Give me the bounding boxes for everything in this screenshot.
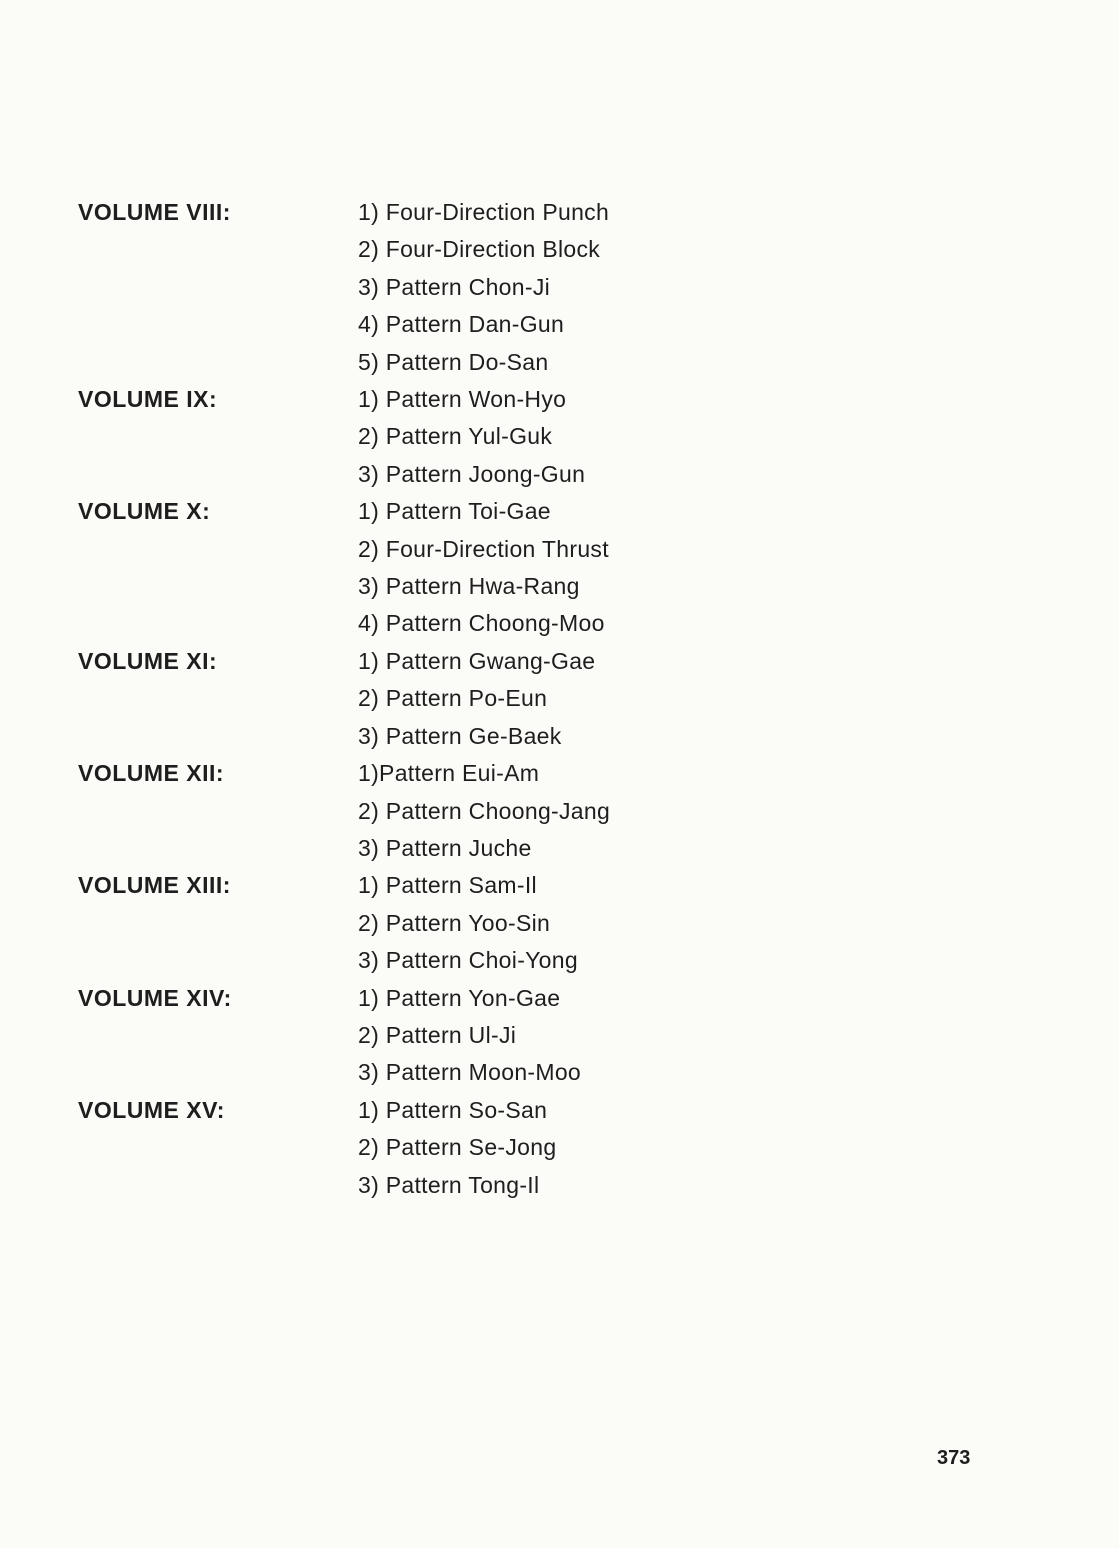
volume-section	[78, 493, 610, 643]
volume-label: VOLUME IX:	[78, 386, 218, 413]
list-item: 2) Four-Direction Thrust	[358, 535, 609, 562]
volume-label: VOLUME XIV:	[78, 984, 232, 1011]
page-number: 373	[937, 1447, 971, 1469]
volume-items	[358, 493, 609, 643]
list-item: 3) Pattern Tong-Il	[358, 1171, 540, 1198]
volume-items	[358, 755, 610, 867]
volume-section	[78, 643, 610, 755]
volume-items	[358, 867, 578, 979]
volume-items	[358, 1092, 556, 1204]
list-item: 2) Pattern Po-Eun	[358, 685, 548, 712]
list-item: 2) Pattern Se-Jong	[358, 1134, 557, 1161]
list-item: 2) Pattern Choong-Jang	[358, 797, 611, 824]
list-item: 4) Pattern Dan-Gun	[358, 311, 565, 338]
list-item: 2) Pattern Yoo-Sin	[358, 909, 551, 936]
list-item: 1)Pattern Eui-Am	[358, 760, 540, 787]
list-item: 1) Pattern Won-Hyo	[358, 386, 567, 413]
list-item: 1) Pattern Gwang-Gae	[358, 647, 596, 674]
volume-label: VOLUME XII:	[78, 760, 225, 787]
volume-items	[358, 980, 581, 1092]
volume-items	[358, 381, 585, 493]
list-item: 1) Four-Direction Punch	[358, 199, 610, 225]
list-item: 3) Pattern Choi-Yong	[358, 947, 578, 974]
volume-label: VOLUME X:	[78, 498, 211, 525]
list-item: 3) Pattern Moon-Moo	[358, 1059, 582, 1086]
list-item: 5) Pattern Do-San	[358, 348, 549, 375]
list-item: 2) Pattern Yul-Guk	[358, 423, 553, 450]
list-item: 3) Pattern Chon-Ji	[358, 273, 551, 300]
volume-section	[78, 1092, 610, 1204]
volume-label: VOLUME XIII:	[78, 872, 231, 899]
list-item: 3) Pattern Joong-Gun	[358, 460, 586, 487]
list-item: 4) Pattern Choong-Moo	[358, 610, 605, 637]
list-item: 3) Pattern Ge-Baek	[358, 722, 562, 749]
list-item: 1) Pattern Yon-Gae	[358, 984, 561, 1011]
list-item: 2) Four-Direction Block	[358, 236, 601, 263]
list-item: 2) Pattern Ul-Ji	[358, 1021, 517, 1048]
volume-section	[78, 867, 610, 979]
volume-section	[78, 194, 610, 381]
volume-label: VOLUME XI:	[78, 647, 218, 674]
volume-items	[358, 194, 609, 381]
volume-items	[358, 643, 595, 755]
volume-label: VOLUME VIII:	[78, 199, 231, 225]
list-item: 3) Pattern Hwa-Rang	[358, 573, 580, 600]
volume-section	[78, 980, 610, 1092]
list-item: 1) Pattern So-San	[358, 1096, 548, 1123]
volume-label: VOLUME XV:	[78, 1096, 225, 1123]
list-item: 1) Pattern Sam-Il	[358, 872, 537, 899]
volume-contents-list	[78, 194, 610, 1204]
volume-section	[78, 381, 610, 493]
list-item: 3) Pattern Juche	[358, 834, 532, 861]
list-item: 1) Pattern Toi-Gae	[358, 498, 551, 525]
volume-section	[78, 755, 610, 867]
